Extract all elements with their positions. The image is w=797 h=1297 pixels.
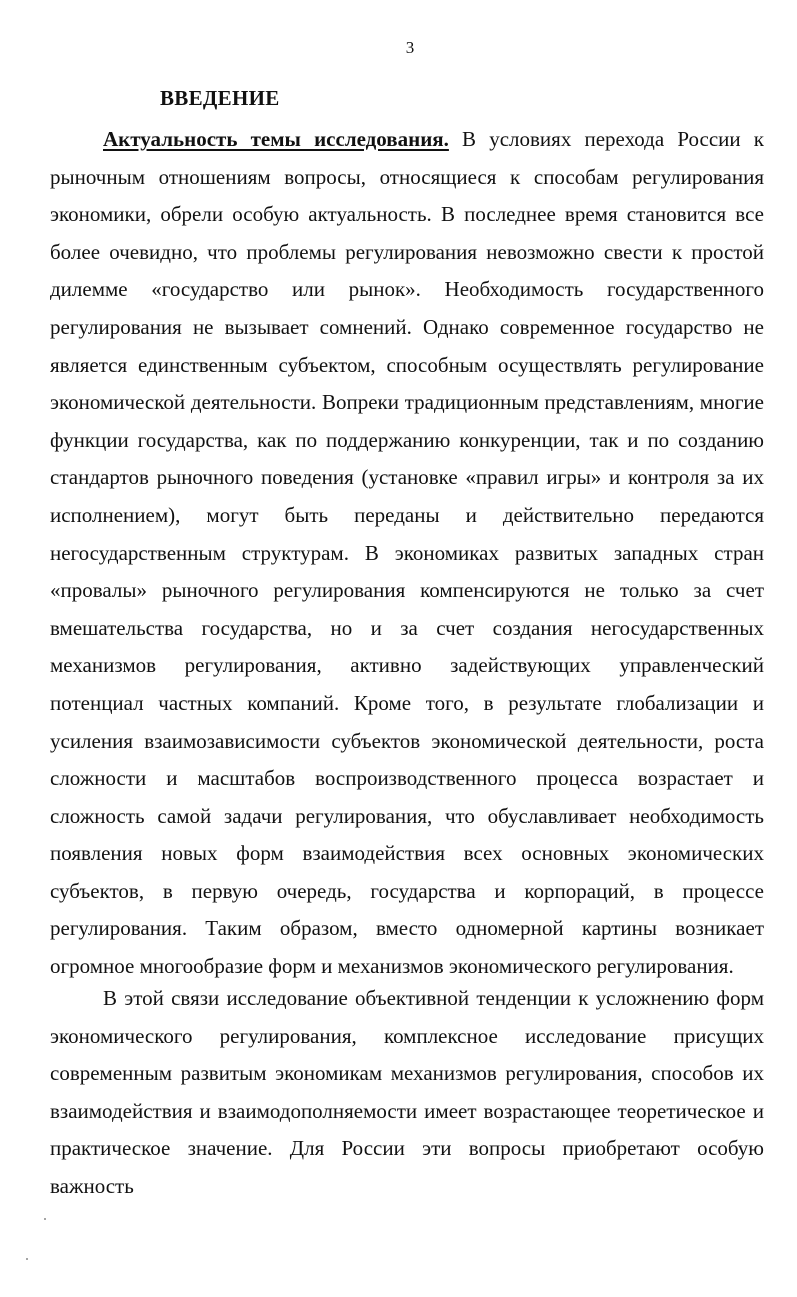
section-heading: ВВЕДЕНИЕ	[160, 86, 280, 110]
paragraph-research-significance: В этой связи исследование объективной тенденции к усложнению форм экономического регулирования, комплексное исследование присущих современным развитым экономикам механизмов регулирования, способов их взаимодействия и взаимодополняемости имеет возрастающее теоретическое и практическое значение. Для России эти вопросы приобретают особую важность	[50, 986, 764, 1198]
relevance-lead-in: Актуальность темы исследования.	[103, 127, 449, 151]
relevance-body: В условиях перехода России к рыночным отношениям вопросы, относящиеся к способам регулирования экономики, обрели особую актуальность. В последнее время становится все более очевидно, что проблемы регулирования невозможно свести к простой дилемме «государство или рынок». Необходимость государственного регулирования не вызывает сомнений. Однако современное государство не является единственным субъектом, способным осуществлять регулирование экономической деятельности. Вопреки традиционным представлениям, многие функции государства, как по поддержанию конкуренции, так и по созданию стандартов рыночного поведения (установке «правил игры» и контроля за их исполнением), могут быть переданы и действительно передаются негосударственным структурам. В экономиках развитых западных стран «провалы» рыночного регулирования компенсируются не только за счет вмешательства государства, но и за счет создания негосударственных механизмов регулирования, активно задействующих управленческий потенциал частных компаний. Кроме того, в результате глобализации и усиления взаимозависимости субъектов экономической деятельности, роста сложности и масштабов воспроизводственного процесса возрастает и сложность самой задачи регулирования, что обуславливает необходимость появления новых форм взаимодействия всех основных экономических субъектов, в первую очередь, государства и корпораций, в процессе регулирования. Таким образом, вместо одномерной картины возникает огромное многообразие форм и механизмов экономического регулирования.	[50, 127, 765, 979]
scan-speck	[44, 1218, 46, 1220]
page-number: 3	[405, 38, 415, 57]
paragraph-relevance	[50, 121, 764, 986]
scan-speck	[26, 1258, 28, 1260]
